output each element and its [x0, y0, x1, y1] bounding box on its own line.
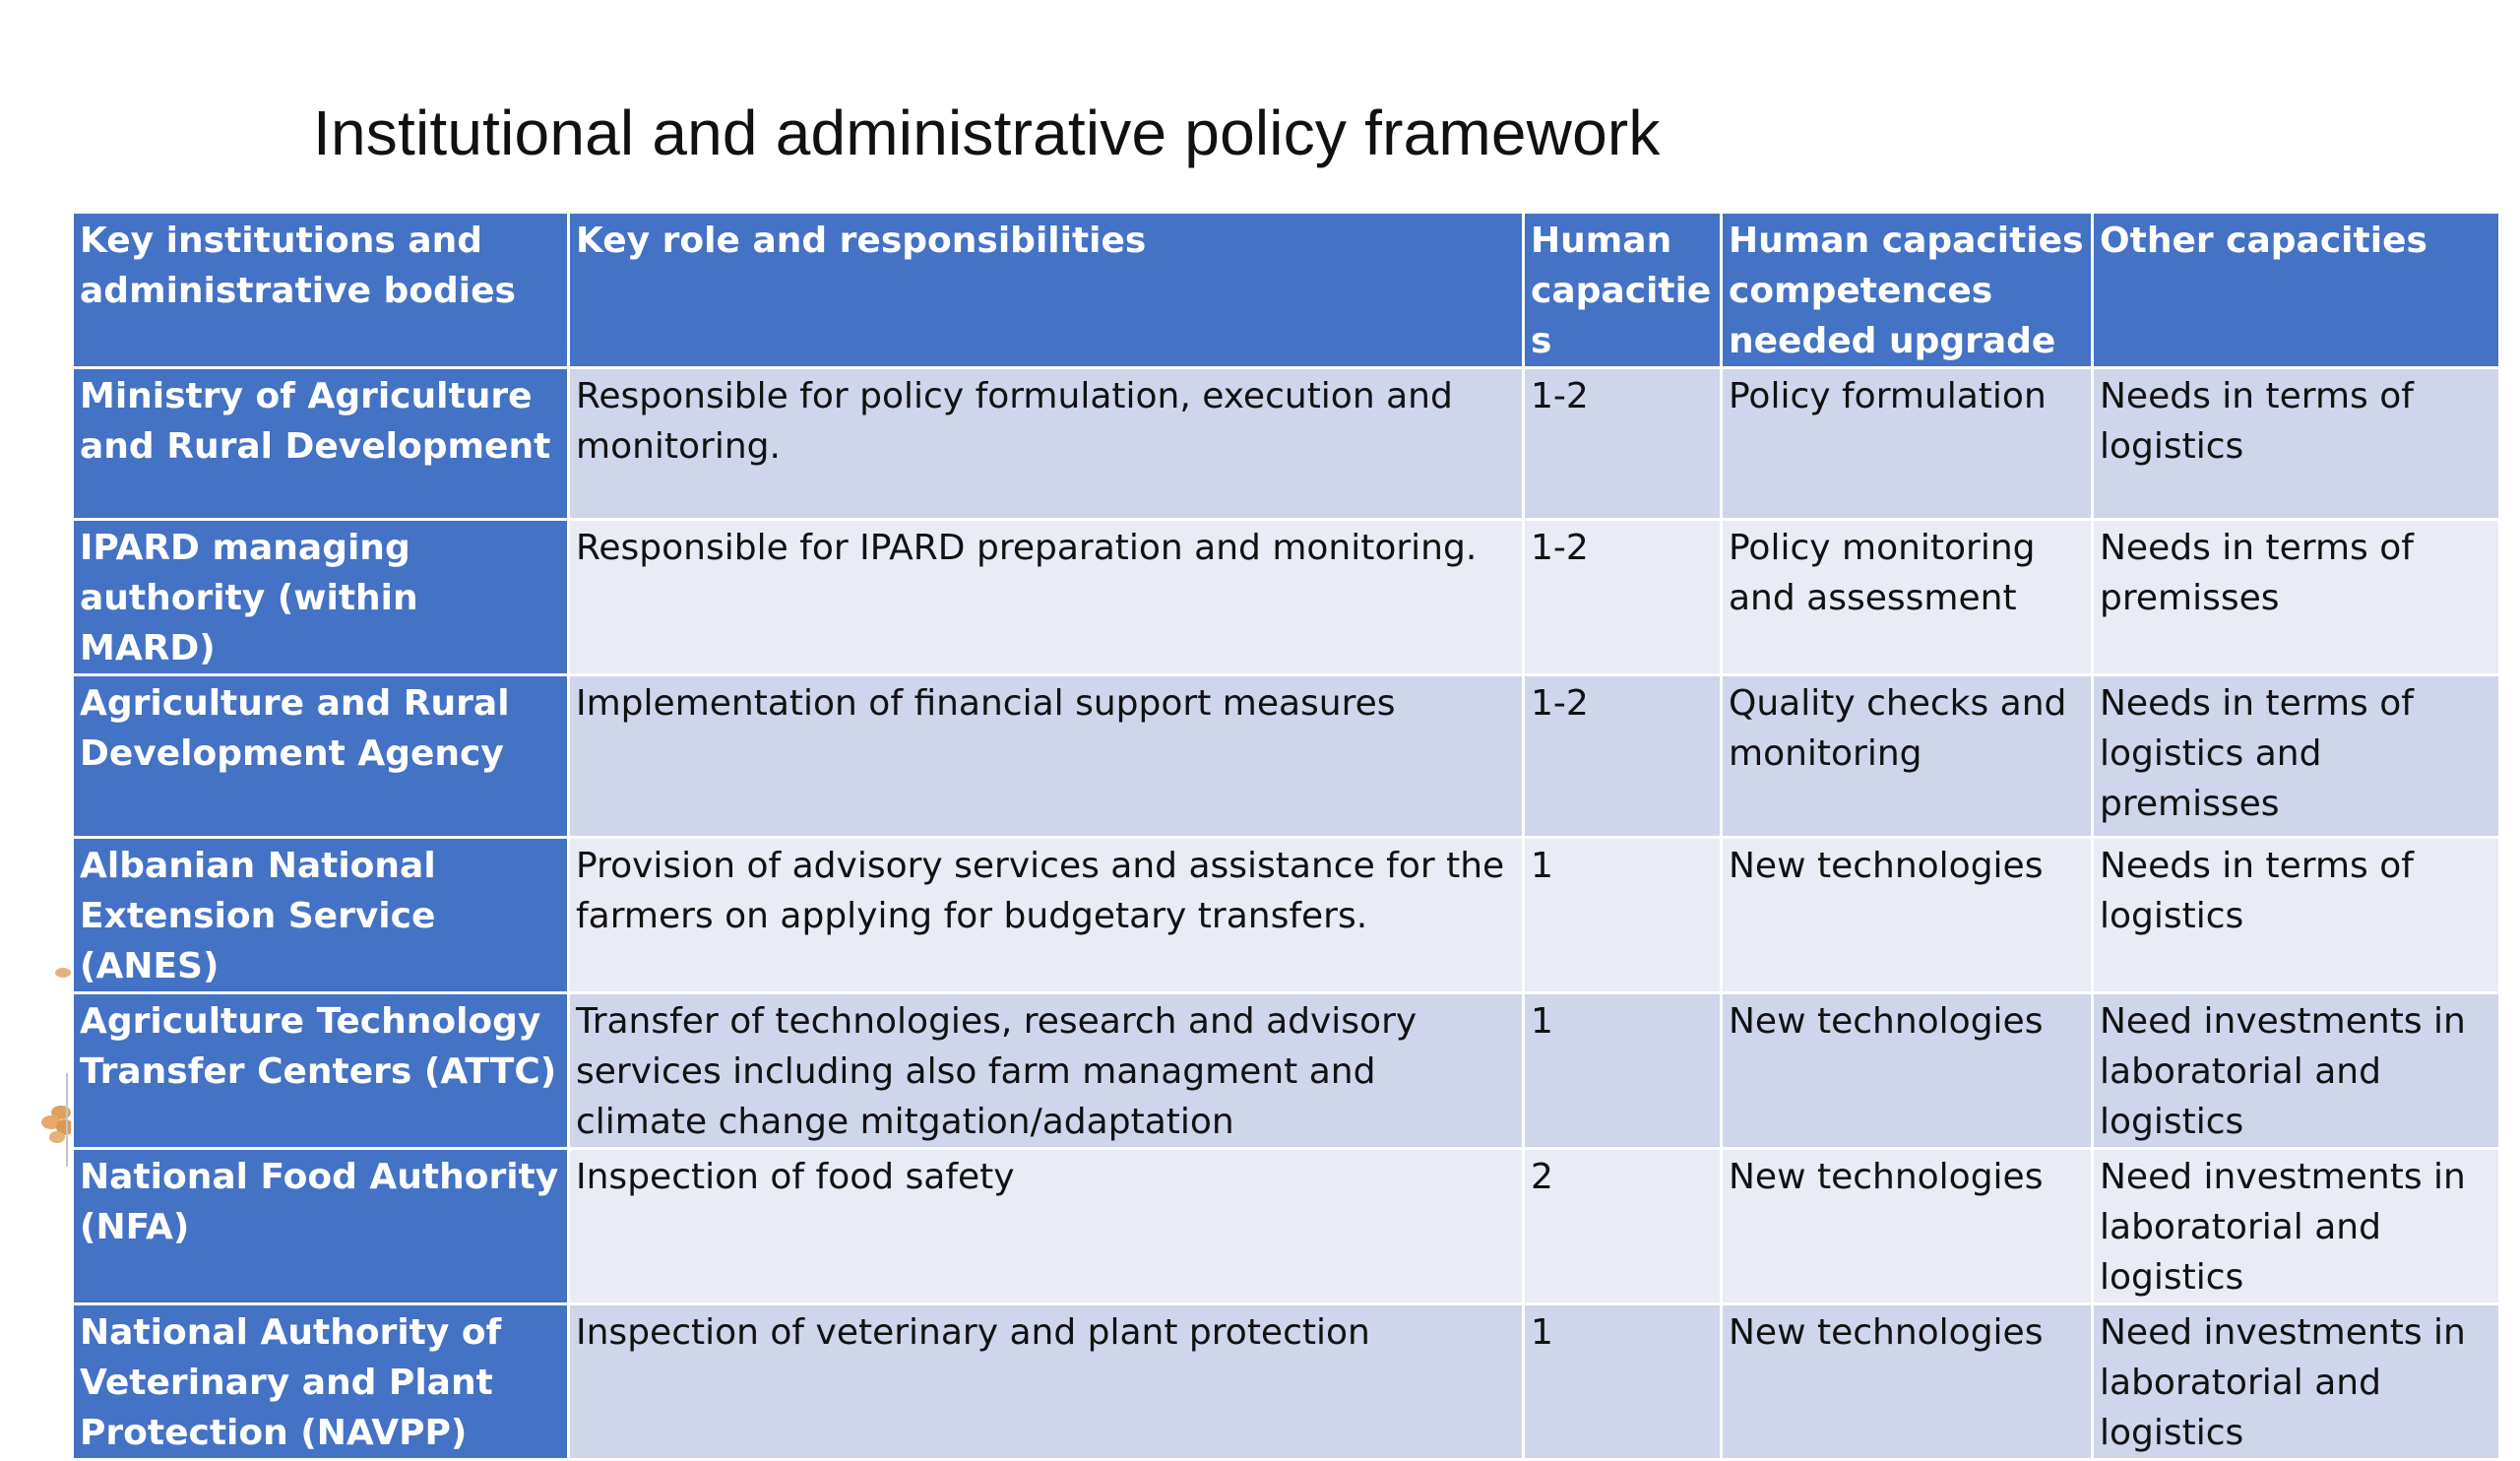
human-capacities-cell: 1-2	[1524, 368, 1722, 520]
policy-framework-table	[71, 211, 2501, 1461]
column-header-competences: Human capacities competences needed upgrade	[1722, 213, 2093, 368]
slide-title: Institutional and administrative policy framework	[313, 97, 1661, 168]
competences-cell: New technologies	[1722, 838, 2093, 993]
role-cell: Implementation of financial support measures	[569, 675, 1524, 838]
competences-cell: New technologies	[1722, 993, 2093, 1149]
human-capacities-cell: 1	[1524, 1304, 1722, 1460]
other-capacities-cell: Needs in terms of logistics	[2093, 368, 2500, 520]
role-cell: Inspection of veterinary and plant protection	[569, 1304, 1524, 1460]
table-row	[73, 675, 2500, 838]
table-header-row	[73, 213, 2500, 368]
human-capacities-cell: 1-2	[1524, 520, 1722, 675]
institution-cell: Albanian National Extension Service (ANES)	[73, 838, 569, 993]
column-header-other-capacities: Other capacities	[2093, 213, 2500, 368]
competences-cell: Quality checks and monitoring	[1722, 675, 2093, 838]
column-header-institutions: Key institutions and administrative bodies	[73, 213, 569, 368]
competences-cell: New technologies	[1722, 1149, 2093, 1304]
role-cell: Transfer of technologies, research and advisory services including also farm managment and climate change mitgation/adaptation	[569, 993, 1524, 1149]
other-capacities-cell: Need investments in laboratorial and logistics	[2093, 1304, 2500, 1460]
column-header-role: Key role and responsibilities	[569, 213, 1524, 368]
other-capacities-cell: Needs in terms of premisses	[2093, 520, 2500, 675]
role-cell: Responsible for policy formulation, execution and monitoring.	[569, 368, 1524, 520]
institution-cell: IPARD managing authority (within MARD)	[73, 520, 569, 675]
table-row	[73, 368, 2500, 520]
other-capacities-cell: Needs in terms of logistics and premisses	[2093, 675, 2500, 838]
institution-cell: Ministry of Agriculture and Rural Development	[73, 368, 569, 520]
table-row	[73, 1304, 2500, 1460]
institution-cell: Agriculture Technology Transfer Centers (ATTC)	[73, 993, 569, 1149]
human-capacities-cell: 1-2	[1524, 675, 1722, 838]
column-header-human-capacities: Human capacities	[1524, 213, 1722, 368]
role-cell: Responsible for IPARD preparation and monitoring.	[569, 520, 1524, 675]
institution-cell: National Food Authority (NFA)	[73, 1149, 569, 1304]
human-capacities-cell: 1	[1524, 838, 1722, 993]
table-row	[73, 838, 2500, 993]
other-capacities-cell: Need investments in laboratorial and logistics	[2093, 993, 2500, 1149]
institution-cell: National Authority of Veterinary and Plant Protection (NAVPP)	[73, 1304, 569, 1460]
competences-cell: Policy monitoring and assessment	[1722, 520, 2093, 675]
other-capacities-cell: Need investments in laboratorial and logistics	[2093, 1149, 2500, 1304]
other-capacities-cell: Needs in terms of logistics	[2093, 838, 2500, 993]
table-row	[73, 1149, 2500, 1304]
human-capacities-cell: 2	[1524, 1149, 1722, 1304]
table-row	[73, 993, 2500, 1149]
table-row	[73, 520, 2500, 675]
role-cell: Provision of advisory services and assistance for the farmers on applying for budgetary transfers.	[569, 838, 1524, 993]
competences-cell: New technologies	[1722, 1304, 2093, 1460]
competences-cell: Policy formulation	[1722, 368, 2093, 520]
institution-cell: Agriculture and Rural Development Agency	[73, 675, 569, 838]
human-capacities-cell: 1	[1524, 993, 1722, 1149]
role-cell: Inspection of food safety	[569, 1149, 1524, 1304]
